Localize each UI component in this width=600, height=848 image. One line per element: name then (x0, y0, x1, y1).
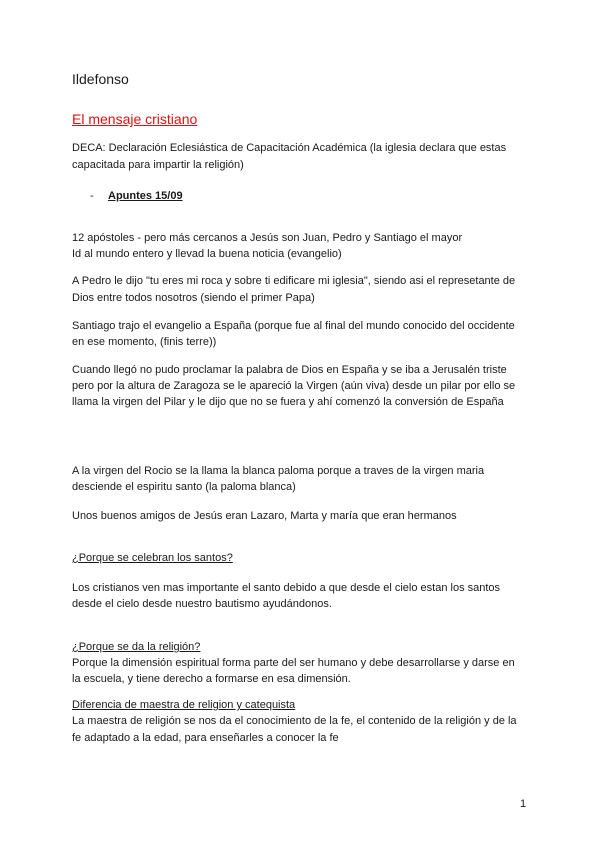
deca-line-2: capacitada para impartir la religión) (72, 159, 244, 171)
author-name: Ildefonso (72, 71, 129, 87)
paragraph-line: desde el cielo desde nuestro bautismo ayudándonos. (72, 598, 332, 610)
paragraph-line: la escuela, y tiene derecho a formarse en esa dimensión. (72, 673, 351, 685)
section-heading-apuntes: Apuntes 15/09 (108, 190, 183, 202)
heading-religion: ¿Porque se da la religión? (72, 641, 201, 653)
paragraph-line: 12 apóstoles - pero más cercanos a Jesús son Juan, Pedro y Santiago el mayor (72, 232, 463, 244)
paragraph-line: A Pedro le dijo "tu eres mi roca y sobre ti edificare mi iglesia", siendo asi el represetante de (72, 275, 516, 287)
paragraph-line: Porque la dimensión espiritual forma parte del ser humano y debe desarrollarse y darse en (72, 657, 515, 669)
paragraph-line: desciende el espiritu santo (la paloma blanca) (72, 481, 296, 493)
paragraph-line: A la virgen del Rocio se la llama la blanca paloma porque a traves de la virgen maria (72, 465, 485, 477)
paragraph-line: Id al mundo entero y llevad la buena noticia (evangelio) (72, 248, 342, 260)
paragraph-line: fe adaptado a la edad, para enseñarles a conocer la fe (72, 732, 339, 744)
paragraph-line: Unos buenos amigos de Jesús eran Lazaro, Marta y maría que eran hermanos (72, 510, 457, 522)
heading-santos: ¿Porque se celebran los santos? (72, 552, 233, 564)
paragraph-line: La maestra de religión se nos da el conocimiento de la fe, el contenido de la religión y de la (72, 715, 517, 727)
heading-diferencia: Diferencia de maestra de religion y catequista (72, 699, 296, 711)
paragraph-line: Dios entre todos nosotros (siendo el primer Papa) (72, 292, 315, 304)
paragraph-line: Los cristianos ven mas importante el santo debido a que desde el cielo estan los santos (72, 582, 501, 594)
paragraph-line: llama la virgen del Pilar y le dijo que no se fuera y ahí comenzó la conversión de España (72, 396, 504, 408)
paragraph-line: en ese momento, (finis terre)) (72, 336, 217, 348)
paragraph-line: Santiago trajo el evangelio a España (porque fue al final del mundo conocido del occidente (72, 320, 515, 332)
page-number: 1 (520, 798, 527, 810)
deca-line-1: DECA: Declaración Eclesiástica de Capacitación Académica (la iglesia declara que estas (72, 142, 507, 154)
paragraph-line: pero por la altura de Zaragoza se le apareció la Virgen (aún viva) desde un pilar por ello se (72, 380, 516, 392)
bullet-dash: - (90, 190, 94, 202)
document-title: El mensaje cristiano (72, 111, 198, 127)
paragraph-line: Cuando llegó no pudo proclamar la palabra de Dios en España y se iba a Jerusalén triste (72, 364, 507, 376)
